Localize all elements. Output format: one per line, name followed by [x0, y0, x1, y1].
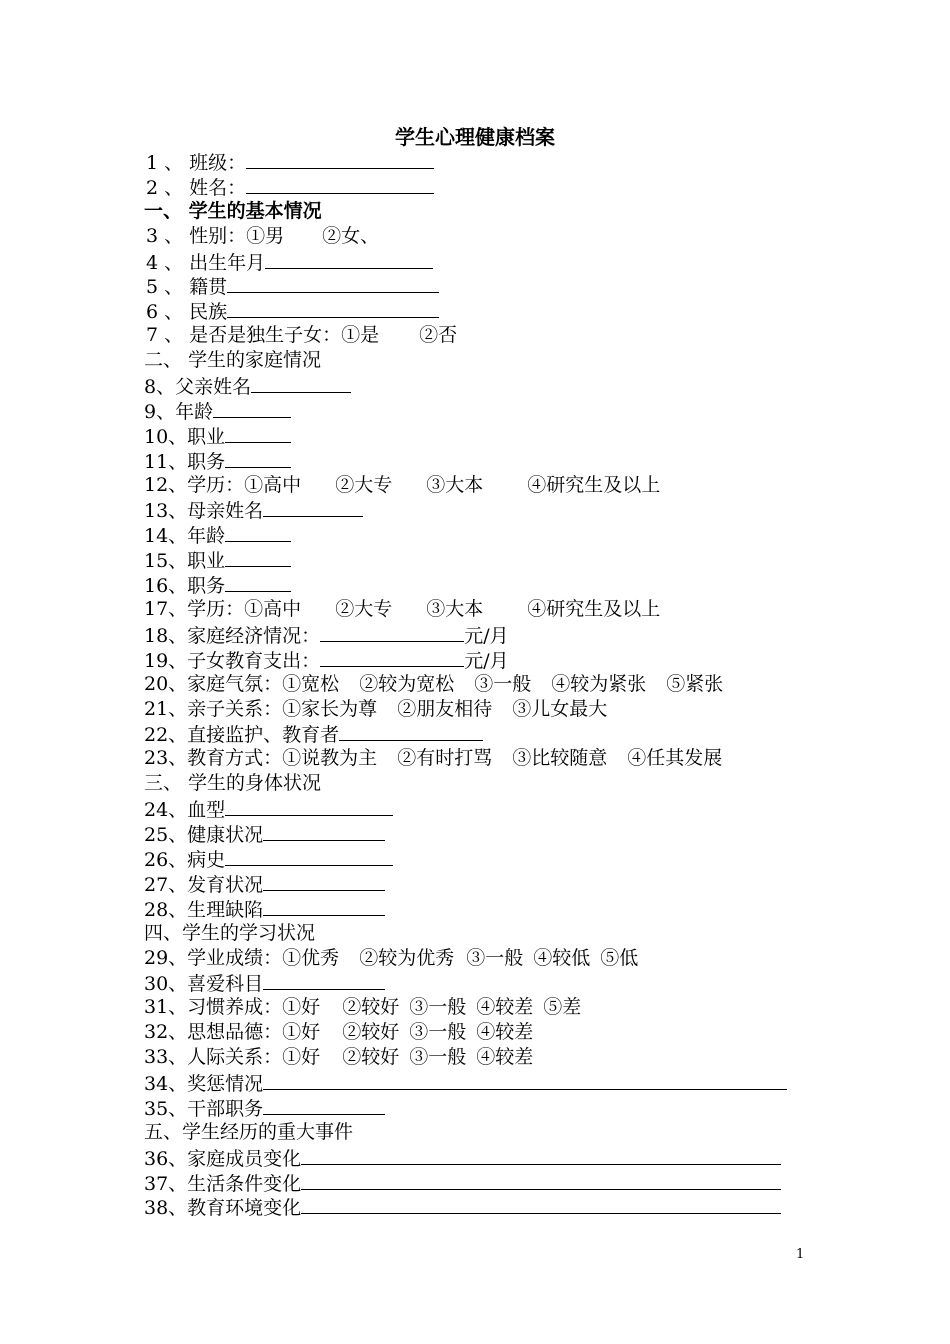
item-name: 2 、 姓名： [144, 174, 824, 199]
item-native-place: 5 、 籍贯 [144, 273, 824, 298]
item-family-atmosphere: 20、家庭气氛：①宽松 ②较为宽松 ③一般 ④较为紧张 ⑤紧张 [144, 672, 724, 695]
item-habits: 31、习惯养成：①好 ②较好 ③一般 ④较差 ⑤差 [144, 996, 582, 1019]
section-physical: 三、 学生的身体状况 [144, 772, 322, 795]
page-title: 学生心理健康档案 [395, 125, 555, 149]
page-number: 1 [796, 1247, 805, 1262]
medical-history-field[interactable] [225, 846, 393, 866]
item-father-age: 9、年龄 [144, 398, 824, 423]
item-education-env-change: 38、教育环境变化 [144, 1194, 824, 1219]
family-income-field[interactable] [320, 622, 464, 642]
item-mother-name: 13、母亲姓名 [144, 497, 824, 522]
father-job-field[interactable] [225, 423, 291, 443]
rewards-field[interactable] [263, 1070, 787, 1090]
item-ethnicity: 6 、 民族 [144, 298, 824, 323]
item-gender: 3 、 性别：①男 ②女、 [146, 224, 380, 247]
item-health: 25、健康状况 [144, 821, 824, 846]
item-guardian: 22、直接监护、教育者 [144, 721, 824, 746]
mother-position-field[interactable] [225, 572, 291, 592]
item-parent-child: 21、亲子关系：①家长为尊 ②朋友相待 ③儿女最大 [144, 697, 608, 720]
family-change-field[interactable] [301, 1145, 781, 1165]
item-academic: 29、学业成绩：①优秀 ②较为优秀 ③一般 ④较低 ⑤低 [144, 946, 639, 969]
item-development: 27、发育状况 [144, 871, 824, 896]
section-events: 五、学生经历的重大事件 [144, 1120, 354, 1143]
item-favorite-subject: 30、喜爱科目 [144, 970, 824, 995]
blood-type-field[interactable] [225, 796, 393, 816]
item-rewards: 34、奖惩情况 [144, 1070, 824, 1095]
item-class: 1 、 班级： [144, 149, 824, 174]
guardian-field[interactable] [339, 721, 483, 741]
native-place-field[interactable] [227, 273, 439, 293]
birth-field[interactable] [265, 249, 433, 269]
item-physical-defect: 28、生理缺陷 [144, 896, 824, 921]
item-education-style: 23、教育方式：①说教为主 ②有时打骂 ③比较随意 ④任其发展 [144, 747, 723, 770]
item-father-job: 10、职业 [144, 423, 824, 448]
item-only-child: 7 、 是否是独生子女：①是 ②否 [146, 324, 458, 347]
cadre-field[interactable] [263, 1095, 385, 1115]
form-body [144, 149, 824, 1219]
physical-defect-field[interactable] [263, 896, 385, 916]
section-family-info: 二、 学生的家庭情况 [144, 349, 322, 372]
name-field[interactable] [246, 174, 434, 194]
item-father-education: 12、学历：①高中 ②大专 ③大本 ④研究生及以上 [144, 473, 661, 496]
item-family-change: 36、家庭成员变化 [144, 1145, 824, 1170]
education-expense-field[interactable] [320, 647, 464, 667]
mother-job-field[interactable] [225, 547, 291, 567]
item-mother-age: 14、年龄 [144, 522, 824, 547]
item-family-income: 18、家庭经济情况： 元/月 [144, 622, 824, 647]
health-field[interactable] [263, 821, 385, 841]
item-relations: 33、人际关系：①好 ②较好 ③一般 ④较差 [144, 1046, 534, 1069]
class-field[interactable] [246, 149, 434, 169]
item-birth: 4 、 出生年月 [144, 249, 824, 274]
development-field[interactable] [263, 871, 385, 891]
ethnicity-field[interactable] [227, 298, 439, 318]
favorite-subject-field[interactable] [263, 970, 385, 990]
item-mother-position: 16、职务 [144, 572, 824, 597]
item-cadre: 35、干部职务 [144, 1095, 824, 1120]
living-change-field[interactable] [301, 1170, 781, 1190]
mother-name-field[interactable] [263, 497, 363, 517]
item-living-change: 37、生活条件变化 [144, 1170, 824, 1195]
item-father-position: 11、职务 [144, 448, 824, 473]
mother-age-field[interactable] [225, 522, 291, 542]
education-env-change-field[interactable] [301, 1194, 781, 1214]
father-position-field[interactable] [225, 448, 291, 468]
item-mother-job: 15、职业 [144, 547, 824, 572]
item-blood-type: 24、血型 [144, 796, 824, 821]
section-study: 四、学生的学习状况 [144, 921, 316, 944]
father-name-field[interactable] [251, 373, 351, 393]
item-medical-history: 26、病史 [144, 846, 824, 871]
item-education-expense: 19、子女教育支出： 元/月 [144, 647, 824, 672]
item-morality: 32、思想品德：①好 ②较好 ③一般 ④较差 [144, 1021, 534, 1044]
father-age-field[interactable] [213, 398, 291, 418]
item-mother-education: 17、学历：①高中 ②大专 ③大本 ④研究生及以上 [144, 598, 661, 621]
item-father-name: 8、父亲姓名 [144, 373, 824, 398]
section-basic-info: 一、 学生的基本情况 [144, 199, 322, 222]
